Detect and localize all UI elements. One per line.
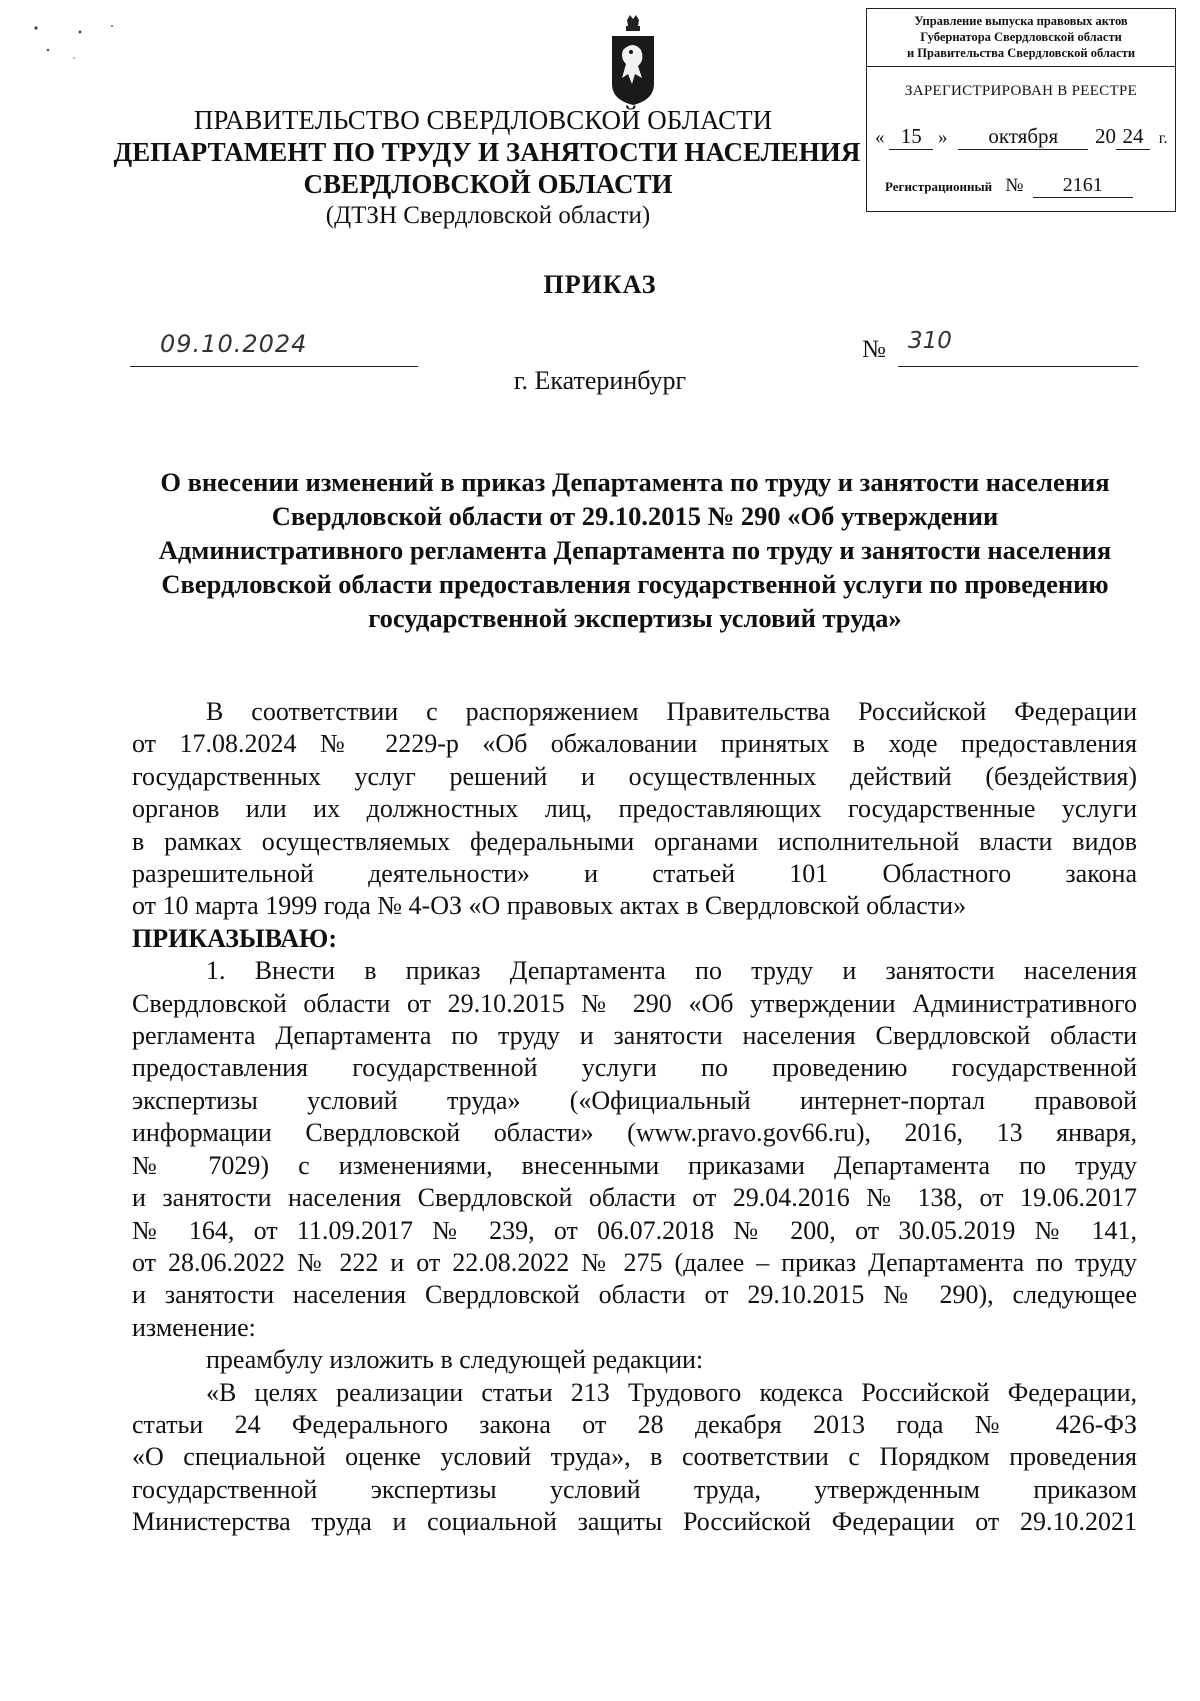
document-type: ПРИКАЗ — [543, 270, 657, 299]
document-number-label: № — [862, 336, 886, 363]
stamp-quote-open: « — [875, 127, 885, 148]
body-line: государственной экспертизы условий труда, утвержденным приказом — [132, 1474, 1137, 1504]
document-subject: О внесении изменений в приказ Департамента по труду и занятости населения Свердловской области от 29.10.2015 № 290 «Об утверждении Административного регламента Департамента по труду и занятости населения Свердловской области предоставления государственной услуги по проведению государственной экспертизы условий труда» — [158, 467, 1112, 633]
document-number-handwritten: 310 — [908, 328, 952, 354]
coat-of-arms-icon — [610, 14, 656, 106]
body-line: и занятости населения Свердловской области от 29.10.2015 № 290), следующее — [132, 1280, 1137, 1310]
body-line: В соответствии с распоряжением Правительства Российской Федерации — [206, 697, 1137, 726]
body-line: преамбулу изложить в следующей редакции: — [206, 1345, 704, 1375]
stamp-issuer-line: Губернатора Свердловской области — [920, 30, 1122, 44]
stamp-reg-value: 2161 — [1033, 174, 1133, 198]
department-name: ДЕПАРТАМЕНТ ПО ТРУДУ И ЗАНЯТОСТИ НАСЕЛЕНИЯ — [113, 137, 861, 167]
department-region: СВЕРДЛОВСКОЙ ОБЛАСТИ — [303, 169, 673, 199]
stamp-status: ЗАРЕГИСТРИРОВАН В РЕЕСТРЕ — [904, 83, 1138, 99]
body-line: от 10 марта 1999 года № 4-ОЗ «О правовых актах в Свердловской области» — [132, 891, 967, 921]
order-word: ПРИКАЗЫВАЮ: — [132, 923, 337, 953]
body-line: № 164, от 11.09.2017 № 239, от 06.07.2018 № 200, от 30.05.2019 № 141, — [132, 1215, 1137, 1245]
body-line: предоставления государственной услуги по проведению государственной — [132, 1053, 1137, 1083]
body-line: государственных услуг решений и осуществленных действий (бездействия) — [132, 761, 1137, 791]
stamp-year-unit: г. — [1158, 130, 1168, 147]
stamp-year-prefix: 20 — [1095, 124, 1116, 148]
stamp-number-sign: № — [1005, 175, 1024, 196]
stamp-date — [875, 124, 1175, 150]
document-city: г. Екатеринбург — [513, 366, 687, 395]
body-line: 1. Внести в приказ Департамента по труду и занятости населения — [206, 956, 1137, 986]
body-line: в рамках осуществляемых федеральными органами исполнительной власти видов — [132, 826, 1137, 856]
body-line: от 17.08.2024 № 2229-р «Об обжаловании принятых в ходе предоставления — [132, 729, 1137, 759]
scan-specks — [30, 18, 120, 78]
stamp-day: 15 — [889, 124, 933, 150]
body-line: разрешительной деятельности» и статьей 101 Областного закона — [132, 859, 1137, 889]
body-line: изменение: — [132, 1312, 256, 1342]
body-line: Свердловской области от 29.10.2015 № 290 «Об утверждении Административного — [132, 988, 1137, 1018]
body-line: статьи 24 Федерального закона от 28 декабря 2013 года № 426-ФЗ — [132, 1409, 1137, 1439]
body-line: и занятости населения Свердловской области от 29.04.2016 № 138, от 19.06.2017 — [132, 1183, 1137, 1213]
body-line: № 7029) с изменениями, внесенными приказами Департамента по труду — [132, 1150, 1137, 1180]
document-body — [132, 696, 1137, 1539]
department-abbreviation: (ДТЗН Свердловской области) — [325, 202, 651, 229]
body-line: «О специальной оценке условий труда», в соответствии с Порядком проведения — [132, 1442, 1137, 1472]
body-line: экспертизы условий труда» («Официальный интернет-портал правовой — [132, 1085, 1137, 1115]
document-date-handwritten: 09.10.2024 — [160, 330, 308, 358]
body-line: от 28.06.2022 № 222 и от 22.08.2022 № 275 (далее – приказ Департамента по труду — [132, 1247, 1137, 1277]
body-line: органов или их должностных лиц, предоставляющих государственные услуги — [132, 794, 1137, 824]
organization-header — [0, 104, 866, 232]
document-date-field — [130, 330, 418, 367]
stamp-month: октября — [958, 124, 1088, 150]
body-line: «В целях реализации статьи 213 Трудового кодекса Российской Федерации, — [206, 1377, 1137, 1407]
stamp-issuer — [867, 9, 1175, 67]
stamp-issuer-line: Управление выпуска правовых актов — [914, 14, 1128, 28]
stamp-reg-label: Регистрационный — [885, 179, 993, 194]
stamp-issuer-line: и Правительства Свердловской области — [906, 46, 1136, 60]
government-name: ПРАВИТЕЛЬСТВО СВЕРДЛОВСКОЙ ОБЛАСТИ — [193, 105, 773, 135]
body-line: регламента Департамента по труду и занятости населения Свердловской области — [132, 1021, 1137, 1051]
body-line: Министерства труда и социальной защиты Российской Федерации от 29.10.2021 — [132, 1507, 1137, 1537]
stamp-year-suffix: 24 — [1116, 124, 1150, 150]
document-number-field — [898, 330, 1138, 367]
stamp-quote-close: » — [938, 127, 948, 148]
registry-stamp — [866, 8, 1176, 212]
body-line: информации Свердловской области» (www.pravo.gov66.ru), 2016, 13 января, — [132, 1118, 1137, 1148]
stamp-reg-number — [885, 174, 1175, 198]
